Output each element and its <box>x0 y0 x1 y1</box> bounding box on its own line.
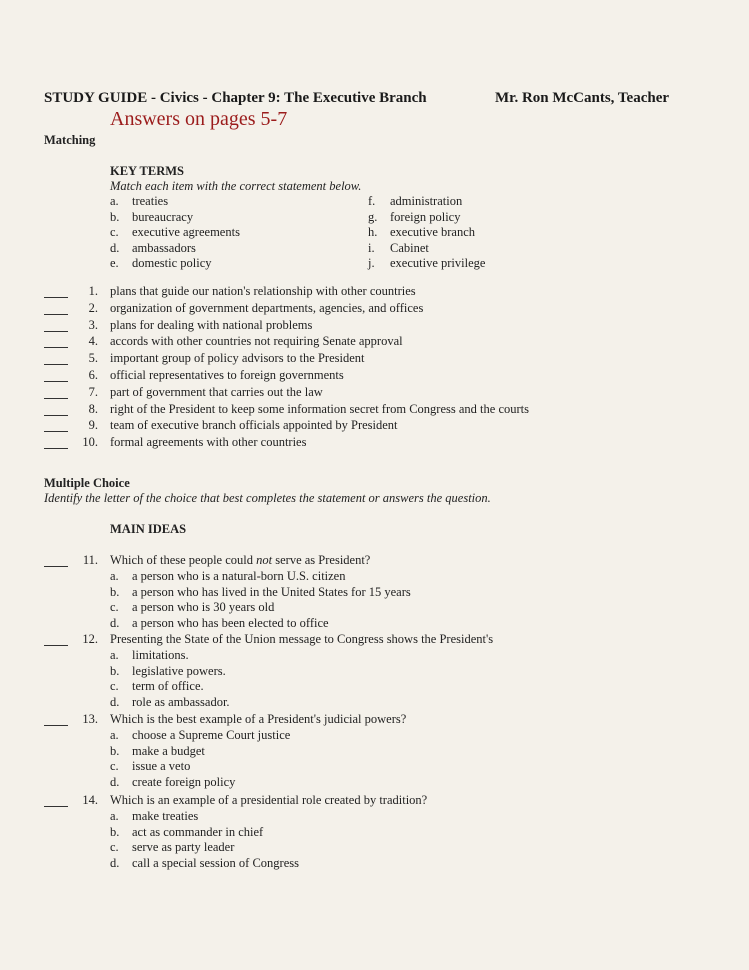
key-terms-heading: KEY TERMS <box>110 164 184 178</box>
term-letter: c. <box>110 225 119 240</box>
item-number: 8. <box>88 401 98 416</box>
answer-option <box>110 616 329 631</box>
term-text: bureaucracy <box>132 209 194 224</box>
option-text: a person who is 30 years old <box>132 600 275 615</box>
answer-option <box>110 728 290 743</box>
option-text: a person who has been elected to office <box>132 615 329 630</box>
term-text: executive branch <box>390 225 476 240</box>
answer-blank[interactable] <box>44 725 68 726</box>
term-letter: h. <box>368 225 378 240</box>
answer-blank[interactable] <box>44 415 68 416</box>
answer-option <box>110 600 274 615</box>
term-text: administration <box>390 194 463 208</box>
answer-blank[interactable] <box>44 314 68 315</box>
answer-blank[interactable] <box>44 398 68 399</box>
teacher-name: Mr. Ron McCants, Teacher <box>495 90 670 106</box>
option-text: serve as party leader <box>132 840 235 855</box>
question-number: 13. <box>82 712 98 726</box>
matching-statement: organization of government departments, agencies, and offices <box>110 300 424 315</box>
option-text: a person who has lived in the United States for 15 years <box>132 584 411 599</box>
item-number: 10. <box>82 435 98 450</box>
option-text: issue a veto <box>132 759 191 774</box>
term-letter: i. <box>368 240 375 255</box>
answer-blank[interactable] <box>44 347 68 348</box>
page-title: STUDY GUIDE - Civics - Chapter 9: The Executive Branch <box>44 90 427 106</box>
question-text: Which is the best example of a President's judicial powers? <box>110 712 407 726</box>
answer-blank[interactable] <box>44 431 68 432</box>
option-letter: d. <box>110 694 120 709</box>
item-number: 3. <box>88 317 98 332</box>
option-text: call a special session of Congress <box>132 855 299 870</box>
answer-option <box>110 569 345 584</box>
item-number: 1. <box>88 284 98 298</box>
answer-blank[interactable] <box>44 331 68 332</box>
item-number: 7. <box>88 384 98 399</box>
option-text: a person who is a natural-born U.S. citizen <box>132 569 346 583</box>
term-text: foreign policy <box>390 209 461 224</box>
term-text: treaties <box>132 194 169 208</box>
option-letter: c. <box>110 840 119 855</box>
option-letter: c. <box>110 759 119 774</box>
option-text: term of office. <box>132 679 204 694</box>
matching-instruction: Match each item with the correct statement below. <box>110 179 362 193</box>
key-term <box>368 256 485 271</box>
option-letter: b. <box>110 584 120 599</box>
answer-blank[interactable] <box>44 297 68 298</box>
item-number: 2. <box>88 300 98 315</box>
question-number: 11. <box>82 553 98 567</box>
key-term <box>110 225 240 240</box>
term-text: Cabinet <box>390 240 429 255</box>
term-letter: a. <box>110 194 119 208</box>
option-letter: d. <box>110 615 120 630</box>
question-number: 14. <box>82 793 98 807</box>
multiple-choice-section-label: Multiple Choice <box>44 476 130 490</box>
key-term <box>368 194 462 209</box>
item-number: 4. <box>88 334 98 349</box>
key-term <box>368 210 460 225</box>
answer-option <box>110 825 263 840</box>
answer-option <box>110 809 198 824</box>
answer-blank[interactable] <box>44 645 68 646</box>
question-text: Which of these people could not serve as President? <box>110 553 371 567</box>
option-text: legislative powers. <box>132 663 226 678</box>
answer-option <box>110 744 205 759</box>
option-letter: c. <box>110 600 119 615</box>
term-letter: f. <box>368 194 376 208</box>
matching-statement: plans that guide our nation's relationship with other countries <box>110 284 416 298</box>
option-letter: d. <box>110 855 120 870</box>
item-number: 5. <box>88 351 98 366</box>
matching-section-label: Matching <box>44 133 96 147</box>
term-text: domestic policy <box>132 256 212 271</box>
option-text: limitations. <box>132 648 189 662</box>
option-letter: b. <box>110 663 120 678</box>
multiple-choice-instruction: Identify the letter of the choice that best completes the statement or answers the question. <box>44 491 491 505</box>
key-term <box>368 241 429 256</box>
answer-option <box>110 695 230 710</box>
question-text: Presenting the State of the Union message to Congress shows the President's <box>110 632 494 646</box>
option-letter: d. <box>110 774 120 789</box>
matching-statement: official representatives to foreign governments <box>110 368 344 382</box>
option-letter: a. <box>110 569 119 583</box>
term-letter: d. <box>110 240 120 255</box>
question-emphasis: not <box>256 553 273 567</box>
option-letter: b. <box>110 743 120 758</box>
key-term <box>110 241 196 256</box>
matching-statement: formal agreements with other countries <box>110 435 307 450</box>
option-letter: b. <box>110 824 120 839</box>
option-text: choose a Supreme Court justice <box>132 728 291 742</box>
key-term <box>368 225 475 240</box>
matching-statement: part of government that carries out the law <box>110 384 323 399</box>
matching-statement: team of executive branch officials appointed by President <box>110 418 398 433</box>
option-letter: a. <box>110 728 119 742</box>
answer-blank[interactable] <box>44 364 68 365</box>
matching-statement: accords with other countries not requiring Senate approval <box>110 334 403 349</box>
term-letter: j. <box>368 256 375 271</box>
answer-option <box>110 775 235 790</box>
option-letter: a. <box>110 809 119 823</box>
question-text: Which is an example of a presidential role created by tradition? <box>110 793 428 807</box>
main-ideas-heading: MAIN IDEAS <box>110 522 187 536</box>
option-text: create foreign policy <box>132 774 236 789</box>
answer-blank[interactable] <box>44 806 68 807</box>
option-letter: c. <box>110 679 119 694</box>
matching-statement: plans for dealing with national problems <box>110 317 313 332</box>
term-text: executive agreements <box>132 225 240 240</box>
term-letter: e. <box>110 256 119 271</box>
answer-option <box>110 856 299 871</box>
option-text: act as commander in chief <box>132 824 264 839</box>
answer-blank[interactable] <box>44 381 68 382</box>
term-letter: g. <box>368 209 378 224</box>
answer-option <box>110 664 226 679</box>
answers-note: Answers on pages 5-7 <box>110 108 288 130</box>
option-text: make treaties <box>132 809 199 823</box>
key-term <box>110 256 212 271</box>
term-text: executive privilege <box>390 256 486 271</box>
term-text: ambassadors <box>132 240 196 255</box>
item-number: 9. <box>88 418 98 433</box>
matching-statement: right of the President to keep some information secret from Congress and the courts <box>110 401 529 416</box>
key-term <box>110 210 193 225</box>
option-text: make a budget <box>132 743 205 758</box>
answer-blank[interactable] <box>44 566 68 567</box>
question-number: 12. <box>82 632 98 646</box>
answer-option <box>110 585 411 600</box>
answer-option <box>110 648 189 663</box>
option-text: role as ambassador. <box>132 694 230 709</box>
answer-blank[interactable] <box>44 448 68 449</box>
option-letter: a. <box>110 648 119 662</box>
matching-statement: important group of policy advisors to the President <box>110 351 365 366</box>
answer-option <box>110 840 234 855</box>
answer-option <box>110 679 204 694</box>
item-number: 6. <box>88 368 98 382</box>
term-letter: b. <box>110 209 120 224</box>
key-term <box>110 194 168 209</box>
answer-option <box>110 759 190 774</box>
